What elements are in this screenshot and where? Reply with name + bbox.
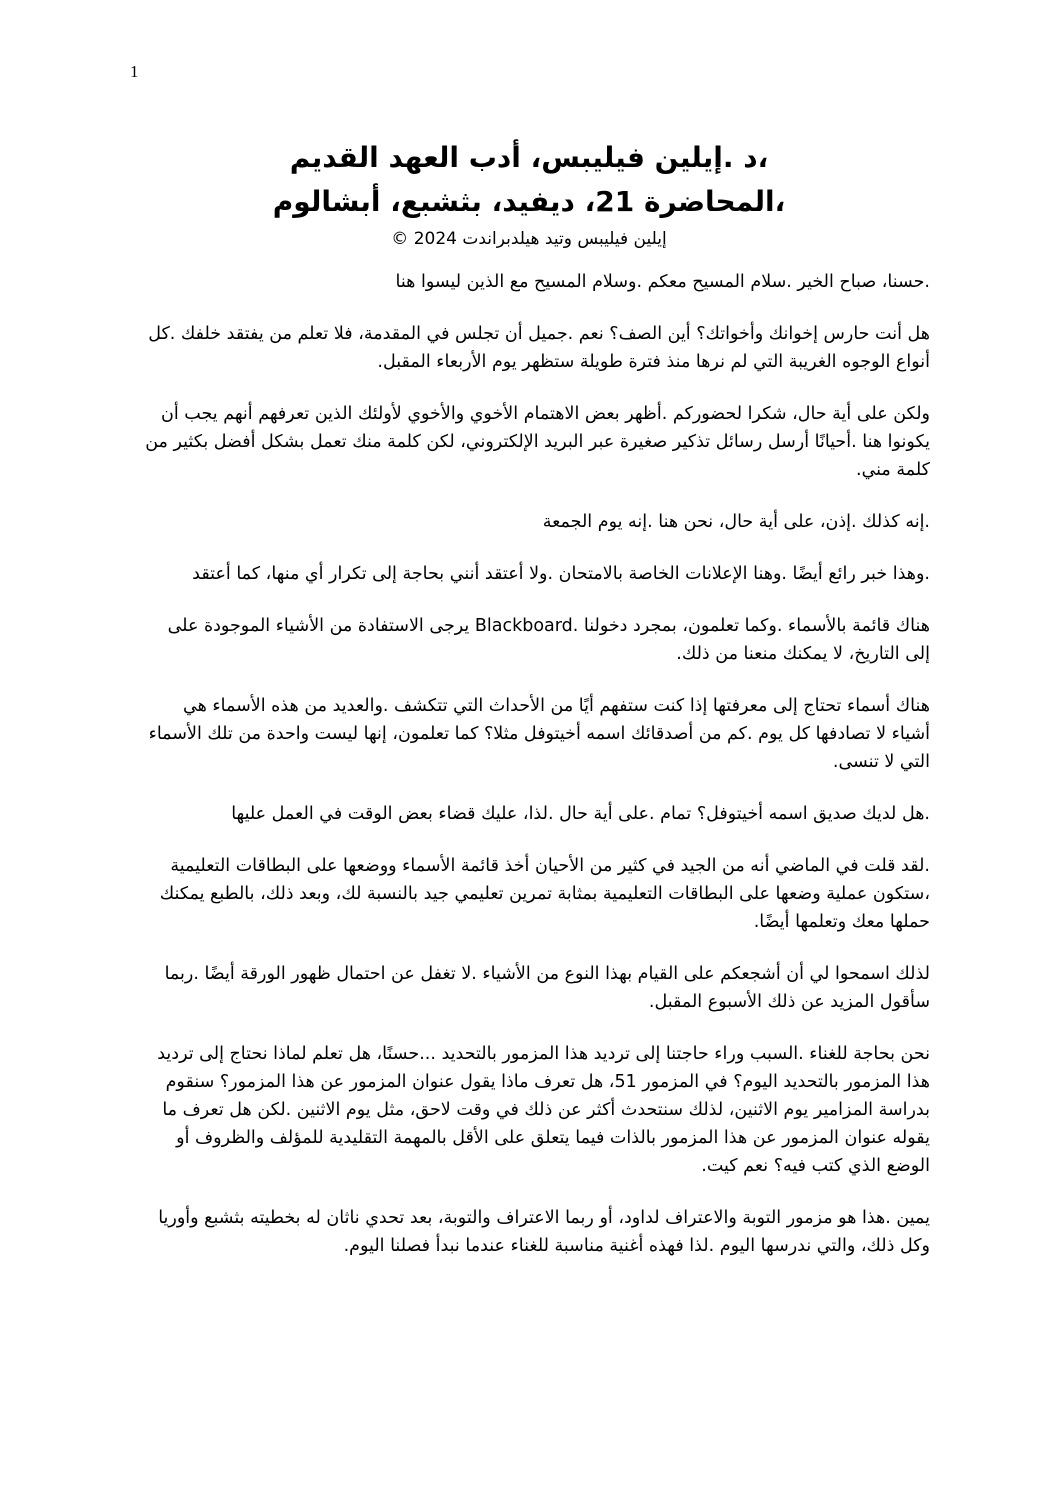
paragraph: .وهذا خبر رائع أيضًا .وهنا الإعلانات الخاصة بالامتحان .ولا أعتقد أنني بحاجة إلى تكرار أي منها، كما أعتقد	[192, 564, 930, 584]
paragraph: هل أنت حارس إخوانك وأخواتك؟ أين الصف؟ نعم .جميل أن تجلس في المقدمة، فلا تعلم من يفتقد خلفك .كل أنواع الوجوه الغريبة التي لم نرها منذ فترة طويلة ستظهر يوم الأربعاء المقبل.	[148, 324, 930, 372]
paragraph: هناك أسماء تحتاج إلى معرفتها إذا كنت ستفهم أيًا من الأحداث التي تتكشف .والعديد من هذه الأسماء هي أشياء لا تصادفها كل يوم .كم من أصدقائك اسمه أخيتوفل مثلا؟ كما تعلمون، إنها ليست واحدة من تلك الأسماء التي لا تنسى.	[148, 696, 930, 772]
paragraph: .حسنا، صباح الخير .سلام المسيح معكم .وسلام المسيح مع الذين ليسوا هنا	[395, 272, 930, 292]
paragraph: يمين .هذا هو مزمور التوبة والاعتراف لداود، أو ربما الاعتراف والتوبة، بعد تحدي ناثان له بخطيته بثشبع وأوريا وكل ذلك، والتي ندرسها اليوم .لذا فهذه أغنية مناسبة للغناء عندما نبدأ فصلنا اليوم.	[158, 1208, 930, 1256]
paragraph: .لقد قلت في الماضي أنه من الجيد في كثير من الأحيان أخذ قائمة الأسماء ووضعها على البطاقات التعليمية ،ستكون عملية وضعها على البطاقات التعليمية بمثابة تمرين تعليمي جيد بالنسبة لك، وبعد ذلك، بالطبع يمكنك حملها معك وتعلمها أيضًا.	[159, 856, 930, 932]
paragraph: هناك قائمة بالأسماء .وكما تعلمون، بمجرد دخولنا .Blackboard يرجى الاستفادة من الأشياء الموجودة على إلى التاريخ، لا يمكنك منعنا من ذلك.	[167, 616, 930, 664]
page-number: 1	[130, 62, 139, 81]
paragraph: لذلك اسمحوا لي أن أشجعكم على القيام بهذا النوع من الأشياء .لا تغفل عن احتمال ظهور الورقة أيضًا .ربما سأقول المزيد عن ذلك الأسبوع المقبل.	[164, 964, 930, 1012]
document-body	[140, 268, 930, 1284]
paragraph: ولكن على أية حال، شكرا لحضوركم .أظهر بعض الاهتمام الأخوي والأخوي لأولئك الذين تعرفهم أنهم يجب أن يكونوا هنا .أحيانًا أرسل رسائل تذكير صغيرة عبر البريد الإلكتروني، لكن كلمة منك تعمل بشكل أفضل بكثير من كلمة مني.	[145, 404, 930, 480]
paragraph: .هل لديك صديق اسمه أخيتوفل؟ تمام .على أية حال .لذا، عليك قضاء بعض الوقت في العمل عليها	[231, 804, 930, 824]
document-header	[140, 136, 918, 252]
paragraph: .إنه كذلك .إذن، على أية حال، نحن هنا .إنه يوم الجمعة	[542, 512, 930, 532]
copyright-line: إيلين فيليبس وتيد هيلدبراندت 2024 ©	[391, 229, 667, 249]
title-line-1: ،د .إيلين فيليبس، أدب العهد القديم	[289, 141, 769, 174]
paragraph: نحن بحاجة للغناء .السبب وراء حاجتنا إلى ترديد هذا المزمور بالتحديد ...حسنًا، هل تعلم لماذا نحتاج إلى ترديد هذا المزمور بالتحديد اليوم؟ في المزمور 51، هل تعرف ماذا يقول عنوان المزمور عن هذا المزمور؟ سنقوم بدراسة المزامير يوم الاثنين، لذلك سنتحدث أكثر عن ذلك في وقت لاحق، مثل يوم الاثنين .لكن هل تعرف ما يقوله عنوان المزمور عن هذا المزمور بالذات فيما يتعلق على الأقل بالمهمة التقليدية للمؤلف والظروف أو الوضع الذي كتب فيه؟ نعم كيت.	[157, 1044, 930, 1176]
title-line-2: ،المحاضرة 21، ديفيد، بثشبع، أبشالوم	[272, 185, 786, 218]
